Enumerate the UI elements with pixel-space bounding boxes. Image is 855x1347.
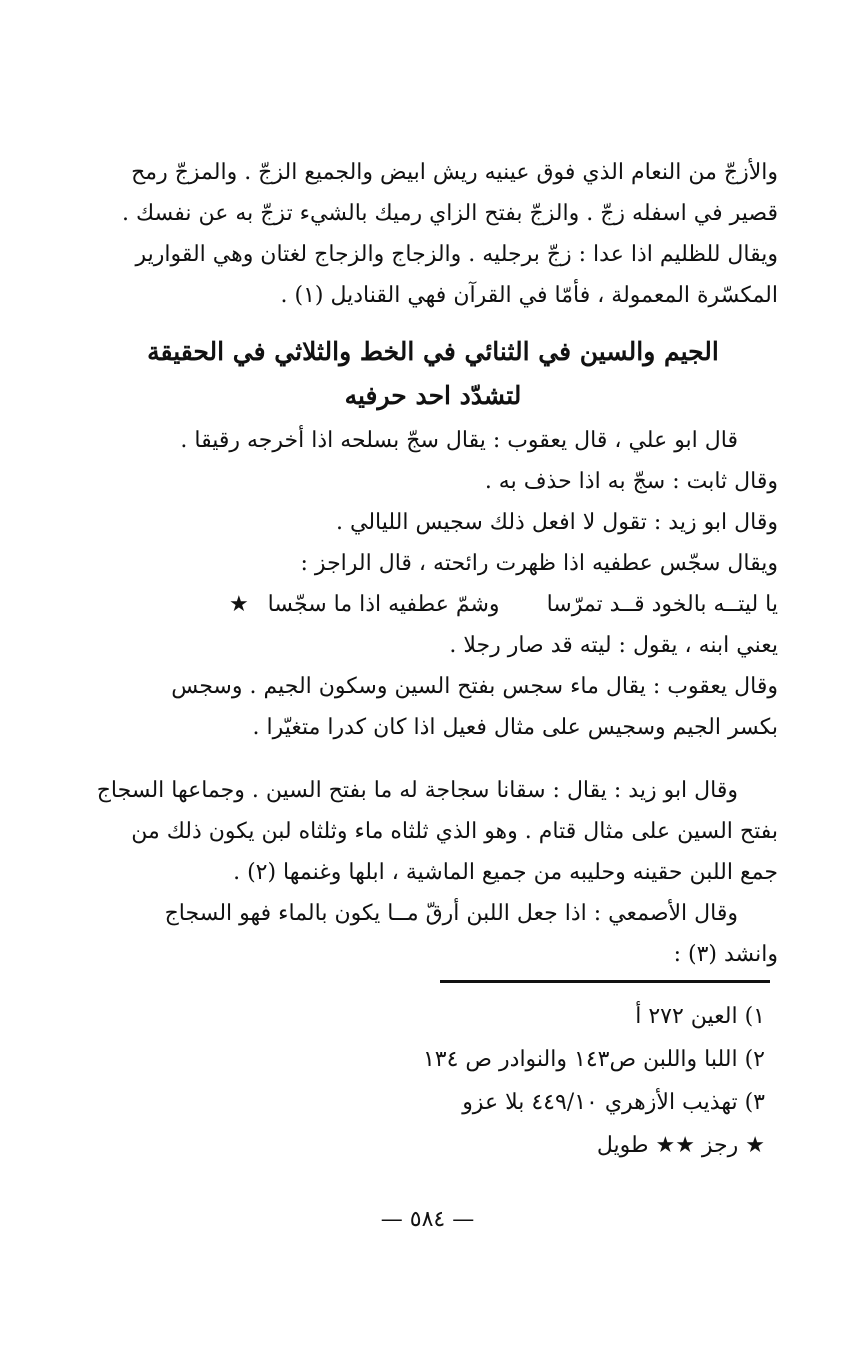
text-line: وقال يعقوب : يقال ماء سجس بفتح السين وسكون الجيم . وسجس	[171, 674, 778, 699]
text-line: المكسّرة المعمولة ، فأمّا في القرآن فهي القناديل (١) .	[280, 283, 778, 308]
footnote-3: ٣) تهذيب الأزهري ٤٤٩/١٠ بلا عزو	[462, 1090, 765, 1115]
text-line: وقال ثابت : سجّ به اذا حذف به .	[484, 469, 778, 494]
heading-line-1: الجيم والسين في الثنائي في الخط والثلاثي في الحقيقة	[147, 337, 719, 366]
text-line: قصير في اسفله زجّ . والزجّ بفتح الزاي رميك بالشيء تزجّ به عن نفسك .	[122, 201, 778, 226]
footnote-separator	[440, 980, 770, 983]
paragraph-4	[88, 770, 778, 975]
text-line: وقال ابو زيد : تقول لا افعل ذلك سجيس الليالي .	[336, 510, 778, 535]
text-line: يعني ابنه ، يقول : ليته قد صار رجلا .	[449, 633, 778, 658]
text-line: ويقال سجّس عطفيه اذا ظهرت رائحته ، قال الراجز :	[300, 551, 778, 576]
verse-line	[88, 584, 778, 625]
text-line: بكسر الجيم وسجيس على مثال فعيل اذا كان كدرا متغيّرا .	[252, 715, 778, 740]
text-line: بفتح السين على مثال قتام . وهو الذي ثلثاه ماء وثلثاه لبن يكون ذلك من	[131, 819, 778, 844]
paragraph-1	[88, 152, 778, 316]
text-line: وقال الأصمعي : اذا جعل اللبن أرقّ مــا يكون بالماء فهو السجاج	[164, 901, 738, 926]
section-heading	[88, 330, 778, 418]
text-line: والأزجّ من النعام الذي فوق عينيه ريش ابيض والجميع الزجّ . والمزجّ رمح	[131, 160, 778, 185]
text-line: وانشد (٣) :	[673, 942, 778, 967]
heading-line-2: لتشدّد احد حرفيه	[344, 381, 522, 410]
text-line: جمع اللبن حقينه وحليبه من جميع الماشية ، ابلها وغنمها (٢) .	[233, 860, 778, 885]
paragraph-2	[88, 420, 778, 584]
text-line: وقال ابو زيد : يقال : سقانا سجاجة له ما بفتح السين . وجماعها السجاج	[96, 778, 738, 803]
text-line: قال ابو علي ، قال يعقوب : يقال سجّ بسلحه اذا أخرجه رقيقا .	[180, 428, 738, 453]
verse-hemistich-right: يا ليتــه بالخود قــد تمرّسا	[546, 592, 778, 617]
footnote-1: ١) العين ٢٧٢ أ	[635, 1004, 765, 1029]
verse-hemistich-left: وشمّ عطفيه اذا ما سجّسا	[267, 592, 500, 617]
paragraph-3	[88, 625, 778, 748]
footnotes	[345, 995, 765, 1167]
footnote-meter-legend: ★ رجز ★★ طويل	[596, 1133, 765, 1158]
text-line: ويقال للظليم اذا عدا : زجّ برجليه . والزجاج والزجاج لغتان وهي القوارير	[135, 242, 778, 267]
footnote-2: ٢) اللبا واللبن ص١٤٣ والنوادر ص ١٣٤	[422, 1047, 765, 1072]
verse-star-marker: ★	[228, 592, 249, 617]
page-number: — ٥٨٤ —	[380, 1207, 475, 1232]
